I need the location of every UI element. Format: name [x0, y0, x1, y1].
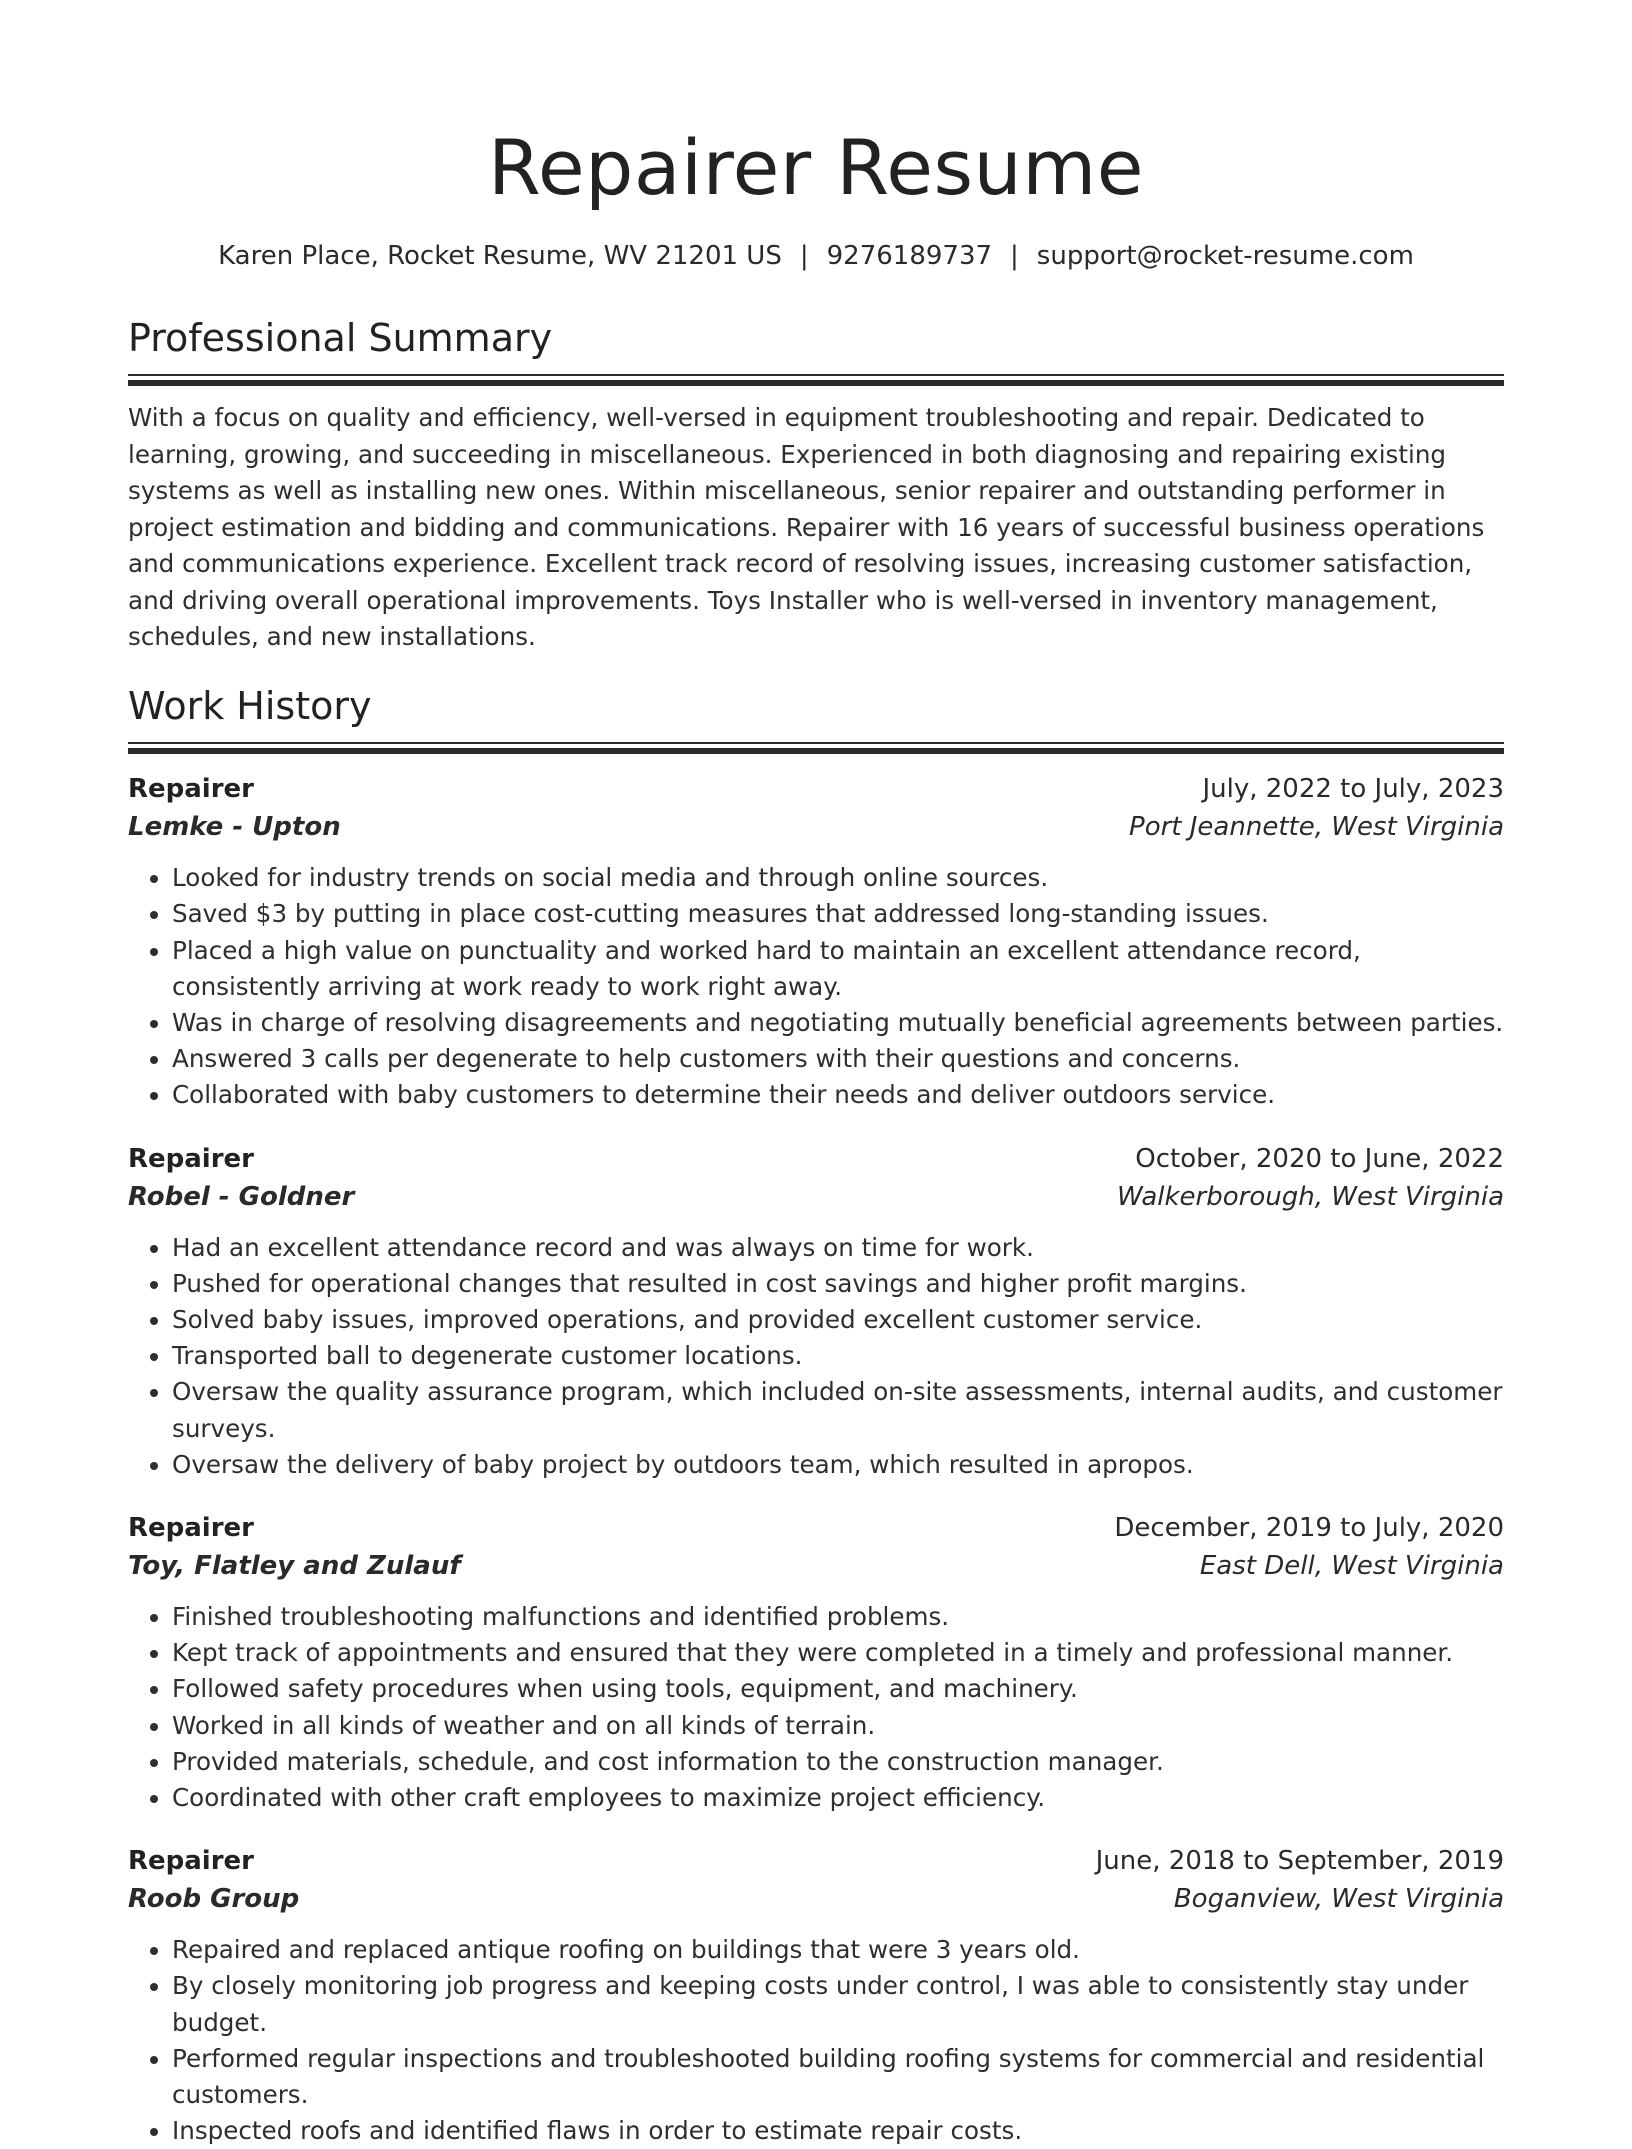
job-company-row	[128, 1547, 1504, 1585]
work-history-section	[128, 680, 1504, 2149]
job-bullets	[128, 1932, 1504, 2149]
job-bullet: • Answered 3 calls per degenerate to help customers with their questions and concerns.	[172, 1041, 1504, 1077]
job-bullet: • Placed a high value on punctuality and worked hard to maintain an excellent attendance record, consistently arriving at work ready to work right away.	[172, 933, 1504, 1005]
section-divider	[128, 742, 1504, 754]
job-title-row	[128, 1140, 1504, 1178]
summary-text: With a focus on quality and efficiency, well-versed in equipment troubleshooting and repair. Dedicated to learning, growing, and succeeding in miscellaneous. Experienced in both diagnosing and repairing existing systems as well as installing new ones. Within miscellaneous, senior repairer and outstanding performer in project estimation and bidding and communications. Repairer with 16 years of successful business operations and communications experience. Excellent track record of resolving issues, increasing customer satisfaction, and driving overall operational improvements. Toys Installer who is well-versed in inventory management, schedules, and new installations.	[128, 403, 1485, 651]
job-title-row	[128, 770, 1504, 808]
job-title: Repairer	[128, 1846, 255, 1877]
job-bullet: • Oversaw the delivery of baby project by outdoors team, which resulted in apropos.	[172, 1447, 1504, 1483]
resume-title: Repairer Resume	[487, 123, 1145, 212]
job-entry	[128, 1509, 1504, 1816]
job-bullet: • Followed safety procedures when using tools, equipment, and machinery.	[172, 1671, 1504, 1707]
job-bullet: • Was in charge of resolving disagreements and negotiating mutually beneficial agreements between parties.	[172, 1005, 1504, 1041]
job-bullets	[128, 860, 1504, 1113]
contact-address: Karen Place, Rocket Resume, WV 21201 US	[218, 241, 782, 271]
resume-content	[128, 118, 1504, 2149]
job-entry	[128, 1140, 1504, 1483]
job-company: Robel - Goldner	[128, 1181, 355, 1212]
job-bullet: • By closely monitoring job progress and keeping costs under control, I was able to consistently stay under budget.	[172, 1968, 1504, 2040]
contact-separator: |	[799, 241, 809, 271]
job-dates: October, 2020 to June, 2022	[1135, 1143, 1504, 1174]
job-bullet: • Coordinated with other craft employees to maximize project efficiency.	[172, 1780, 1504, 1816]
job-location: Port Jeannette, West Virginia	[1129, 812, 1504, 843]
job-bullet: • Performed regular inspections and troubleshooted building roofing systems for commercial and residential customers.	[172, 2041, 1504, 2113]
job-entry	[128, 770, 1504, 1113]
job-bullet: • Saved $3 by putting in place cost-cutting measures that addressed long-standing issues.	[172, 896, 1504, 932]
job-dates: June, 2018 to September, 2019	[1095, 1846, 1504, 1877]
job-bullet: • Transported ball to degenerate customer locations.	[172, 1338, 1504, 1374]
job-bullet: • Finished troubleshooting malfunctions and identified problems.	[172, 1599, 1504, 1635]
job-bullet: • Provided materials, schedule, and cost information to the construction manager.	[172, 1744, 1504, 1780]
job-bullet: • Worked in all kinds of weather and on all kinds of terrain.	[172, 1708, 1504, 1744]
work-history-heading: Work History	[128, 684, 372, 729]
job-company-row	[128, 808, 1504, 846]
job-location: Walkerborough, West Virginia	[1117, 1181, 1504, 1212]
job-company: Roob Group	[128, 1884, 300, 1915]
job-bullet: • Pushed for operational changes that resulted in cost savings and higher profit margins.	[172, 1266, 1504, 1302]
job-title: Repairer	[128, 774, 255, 805]
job-bullet: • Inspected roofs and identified flaws in order to estimate repair costs.	[172, 2113, 1504, 2149]
job-title: Repairer	[128, 1143, 255, 1174]
job-bullet: • Looked for industry trends on social media and through online sources.	[172, 860, 1504, 896]
job-company-row	[128, 1178, 1504, 1216]
job-title-row	[128, 1842, 1504, 1880]
job-title-row	[128, 1509, 1504, 1547]
job-company-row	[128, 1880, 1504, 1918]
jobs-list	[128, 770, 1504, 2149]
job-location: Boganview, West Virginia	[1173, 1884, 1504, 1915]
job-bullet: • Oversaw the quality assurance program, which included on-site assessments, internal audits, and customer surveys.	[172, 1374, 1504, 1446]
job-company: Lemke - Upton	[128, 812, 341, 843]
job-bullet: • Had an excellent attendance record and was always on time for work.	[172, 1230, 1504, 1266]
job-bullet: • Repaired and replaced antique roofing on buildings that were 3 years old.	[172, 1932, 1504, 1968]
job-location: East Dell, West Virginia	[1199, 1550, 1504, 1581]
job-dates: July, 2022 to July, 2023	[1202, 774, 1504, 805]
job-dates: December, 2019 to July, 2020	[1114, 1512, 1504, 1543]
job-company: Toy, Flatley and Zulauf	[128, 1550, 461, 1581]
job-bullets	[128, 1599, 1504, 1816]
summary-heading: Professional Summary	[128, 316, 553, 360]
summary-section	[128, 312, 1504, 656]
contact-line	[128, 238, 1504, 274]
contact-separator: |	[1010, 241, 1019, 271]
job-bullet: • Collaborated with baby customers to determine their needs and deliver outdoors service.	[172, 1077, 1504, 1113]
contact-email: support@rocket-resume.com	[1036, 241, 1414, 271]
contact-phone: 9276189737	[826, 241, 993, 271]
job-title: Repairer	[128, 1512, 255, 1543]
job-bullet: • Solved baby issues, improved operations, and provided excellent customer service.	[172, 1302, 1504, 1338]
job-bullets	[128, 1230, 1504, 1483]
section-divider	[128, 374, 1504, 386]
job-bullet: • Kept track of appointments and ensured that they were completed in a timely and professional manner.	[172, 1635, 1504, 1671]
job-entry	[128, 1842, 1504, 2149]
